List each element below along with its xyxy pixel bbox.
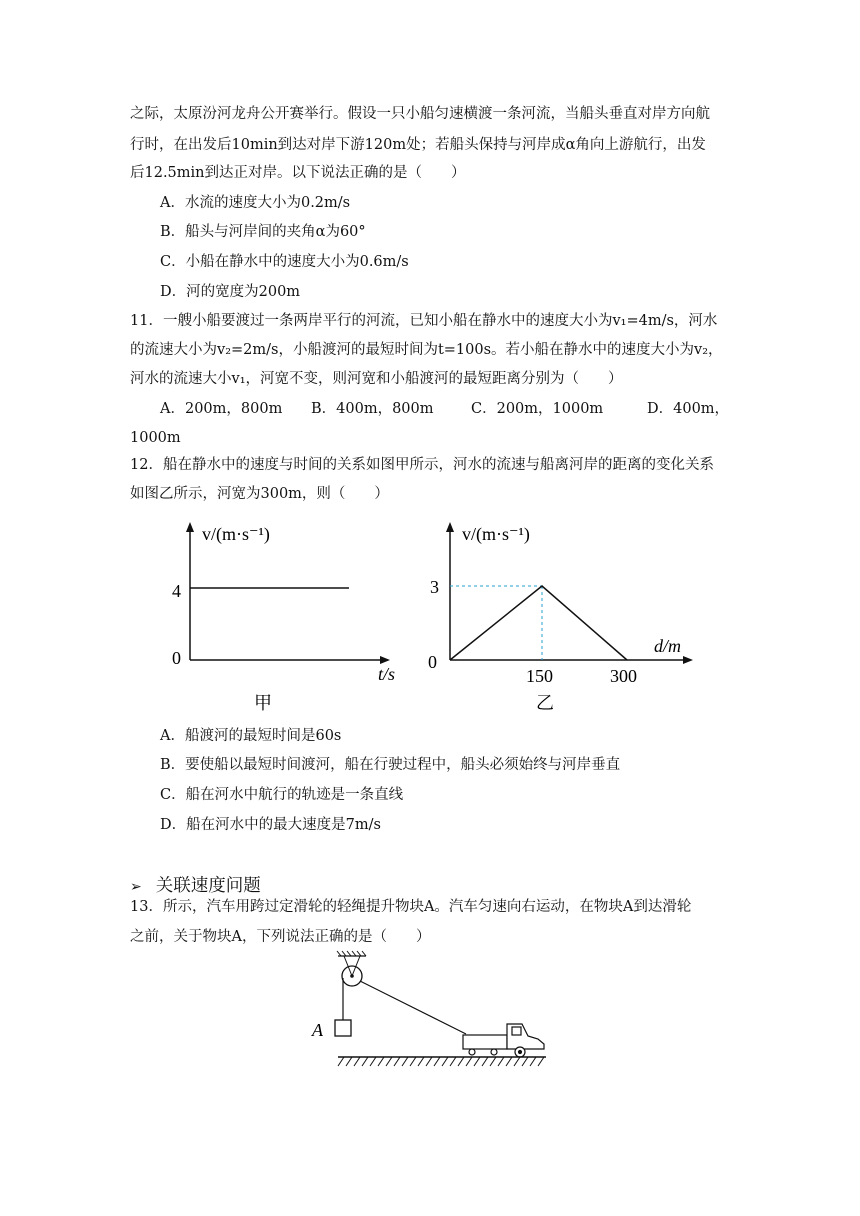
yi-x-arrow-icon [683, 656, 693, 664]
q11-line-1: 11．一艘小船要渡过一条两岸平行的河流，已知小船在静水中的速度大小为v₁=4m/s，河水 [130, 313, 718, 329]
q11-line-3: 河水的流速大小v₁，河宽不变，则河宽和小船渡河的最短距离分别为（ ） [130, 371, 623, 387]
q12-option-c: C．船在河水中航行的轨迹是一条直线 [160, 787, 404, 803]
block-a [335, 1020, 351, 1036]
pulley-axle [350, 974, 354, 978]
q11-option-d: D．400m， [647, 401, 730, 417]
jia-ytick-0: 0 [172, 648, 181, 668]
section-arrow-icon: ➢ [130, 879, 142, 895]
q10-option-d: D．河的宽度为200m [160, 284, 301, 300]
truck-icon [463, 1024, 544, 1057]
section-title: 关联速度问题 [155, 876, 261, 896]
q12-line-1: 12．船在静水中的速度与时间的关系如图甲所示，河水的流速与船离河岸的距离的变化关系 [130, 457, 714, 473]
q12-option-a: A．船渡河的最短时间是60s [160, 728, 342, 744]
ground [338, 1057, 546, 1066]
rope-diagonal [360, 981, 466, 1034]
pulley-truck-diagram [300, 950, 560, 1075]
q10-option-b: B．船头与河岸间的夹角α为60° [160, 224, 366, 240]
q13-line-2: 之前，关于物块A，下列说法正确的是（ ） [130, 929, 431, 945]
q13-line-1: 13．所示，汽车用跨过定滑轮的轻绳提升物块A。汽车匀速向右运动，在物块A到达滑轮 [130, 899, 692, 915]
q11-option-a: A．200m，800m [160, 401, 283, 417]
q11-option-c: C．200m，1000m [471, 401, 604, 417]
q10-line-2: 行时，在出发后10min到达对岸下游120m处；若船头保持与河岸成α角向上游航行，出发 [130, 137, 706, 153]
yi-caption: 乙 [536, 693, 554, 713]
block-a-label: A [312, 1020, 323, 1040]
yi-xtick-300: 300 [610, 666, 637, 686]
yi-xlabel: d/m [654, 636, 681, 656]
chart-jia [160, 516, 420, 716]
jia-y-arrow-icon [186, 522, 194, 532]
q12-option-d: D．船在河水中的最大速度是7m/s [160, 817, 381, 833]
yi-ylabel: v/(m·s⁻¹) [462, 524, 530, 544]
q10-option-a: A．水流的速度大小为0.2m/s [160, 195, 351, 211]
yi-series-line [450, 586, 627, 660]
q10-line-1: 之际，太原汾河龙舟公开赛举行。假设一只小船匀速横渡一条河流，当船头垂直对岸方向航 [130, 106, 710, 122]
yi-ytick-3: 3 [430, 577, 439, 597]
q11-option-b: B．400m，800m [311, 401, 434, 417]
q11-line-2: 的流速大小为v₂=2m/s，小船渡河的最短时间为t=100s。若小船在静水中的速度大小为v₂， [130, 342, 723, 358]
q11-option-d-wrap: 1000m [130, 430, 181, 446]
section-heading [130, 872, 261, 897]
yi-xtick-0: 0 [428, 652, 437, 672]
yi-xtick-150: 150 [526, 666, 553, 686]
yi-y-arrow-icon [446, 522, 454, 532]
jia-x-arrow-icon [380, 656, 390, 664]
chart-yi [420, 516, 710, 716]
jia-ytick-4: 4 [172, 581, 181, 601]
q10-option-c: C．小船在静水中的速度大小为0.6m/s [160, 254, 409, 270]
jia-ylabel: v/(m·s⁻¹) [202, 524, 270, 544]
q10-line-3: 后12.5min到达正对岸。以下说法正确的是（ ） [130, 165, 466, 181]
q12-line-2: 如图乙所示，河宽为300m，则（ ） [130, 486, 389, 502]
q12-option-b: B．要使船以最短时间渡河，船在行驶过程中，船头必须始终与河岸垂直 [160, 757, 621, 773]
jia-xlabel: t/s [378, 664, 396, 684]
jia-caption: 甲 [254, 693, 272, 713]
